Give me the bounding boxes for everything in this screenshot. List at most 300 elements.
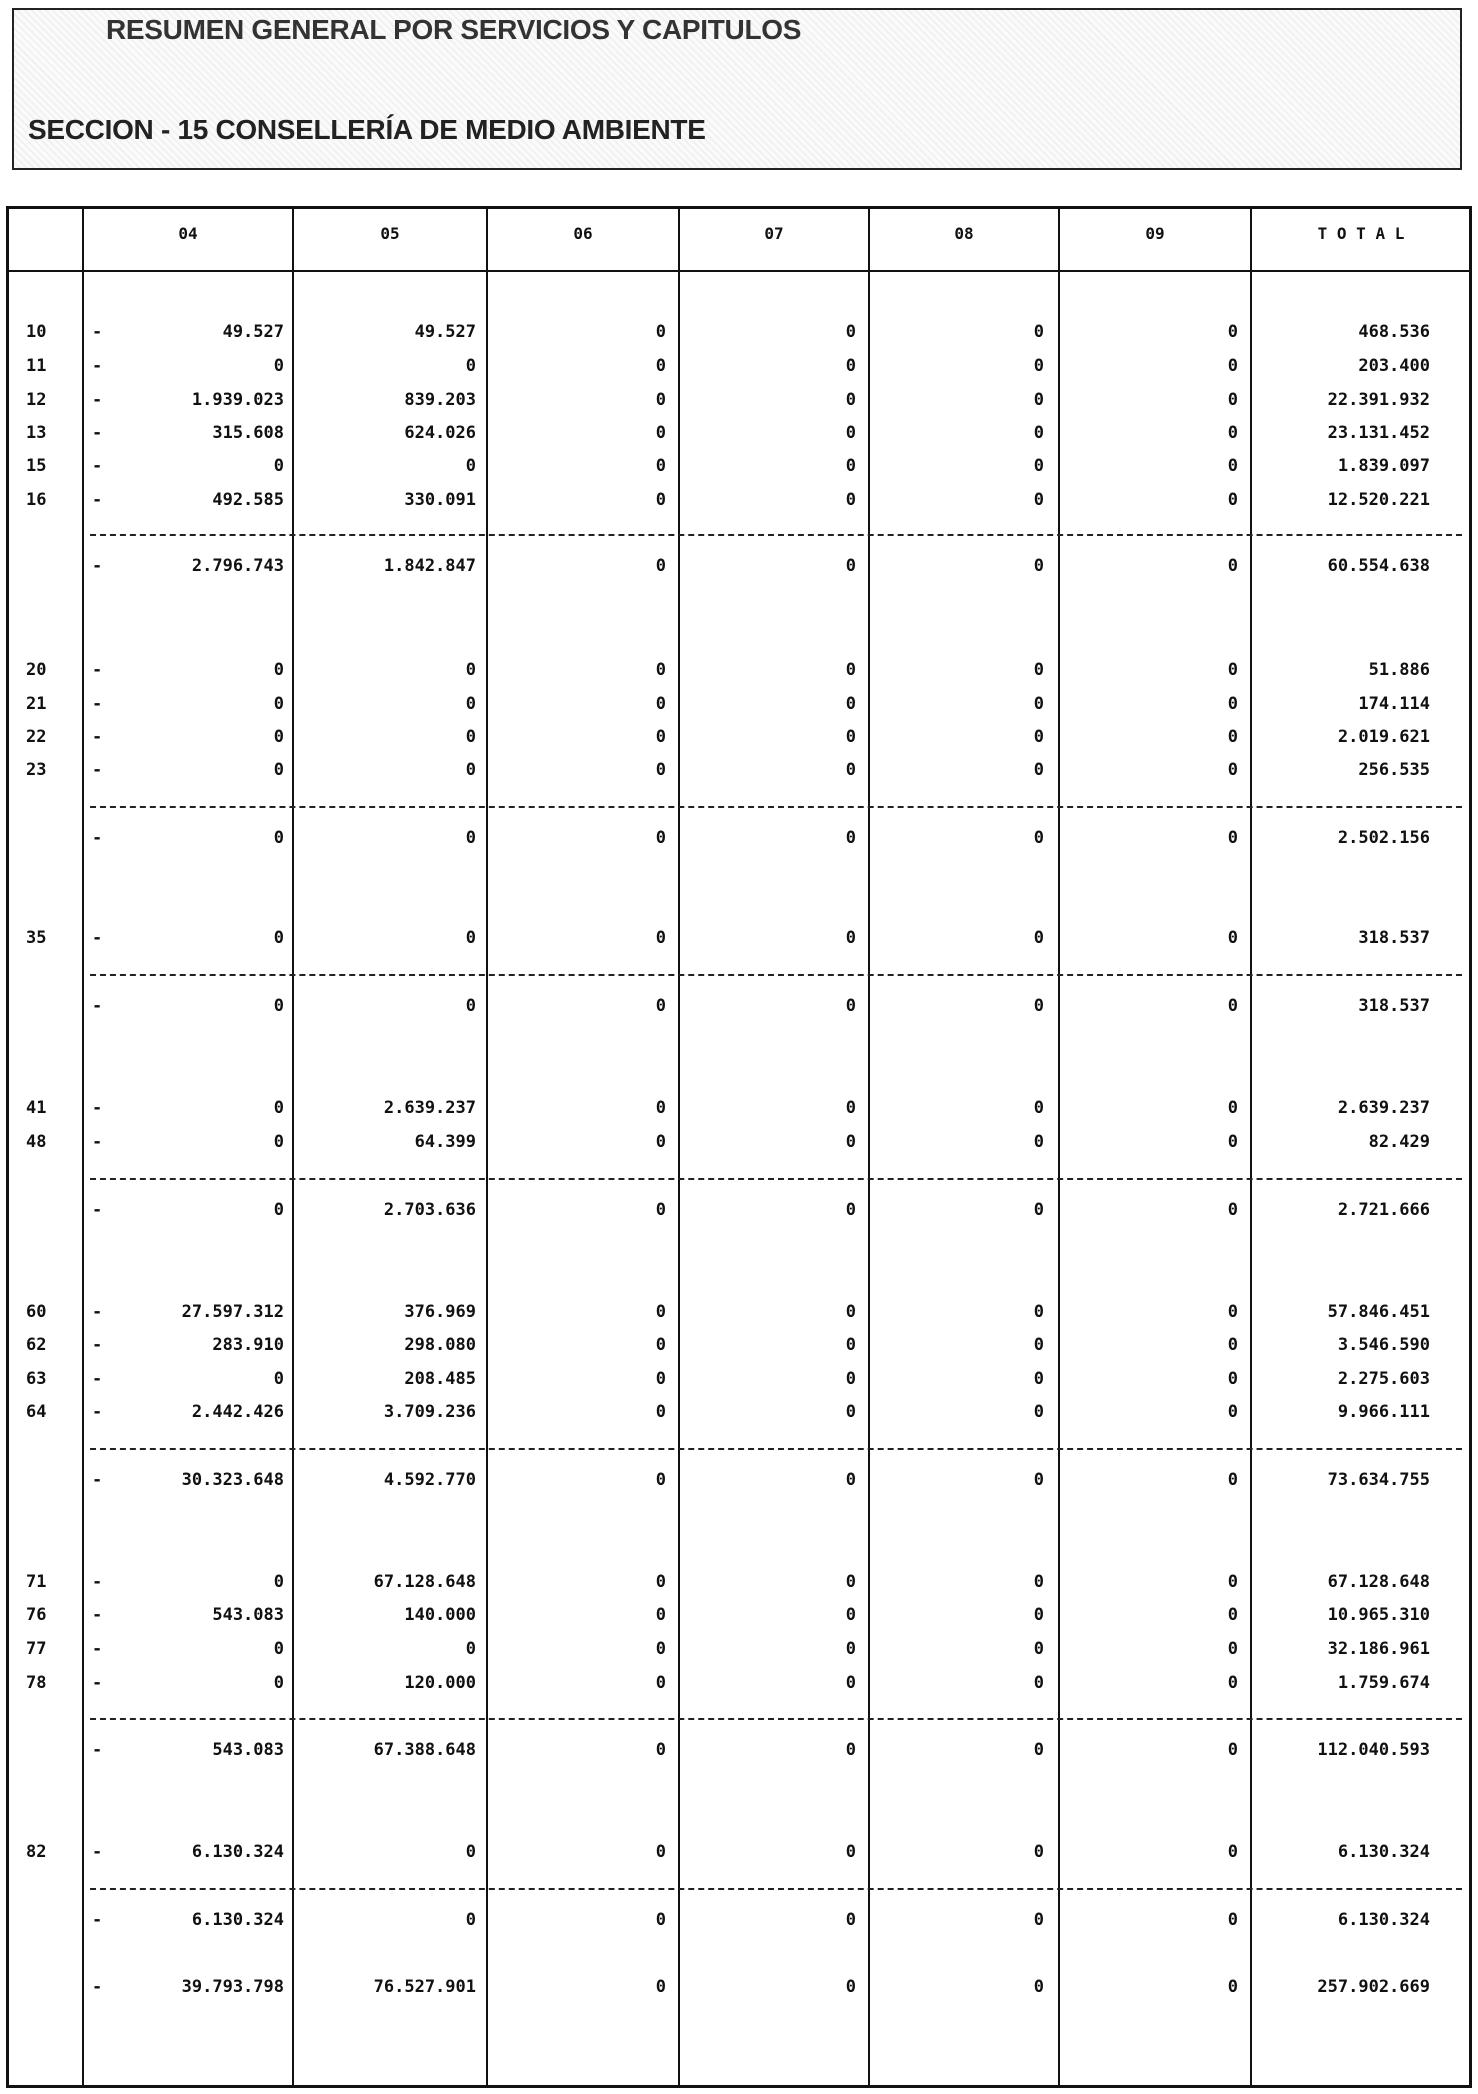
col-05-value: 49.527 [414, 322, 476, 342]
col-04-value: 0 [273, 660, 284, 680]
chapter-code: 13 [26, 423, 47, 443]
row-dash: - [92, 694, 103, 714]
col-04-value: 6.130.324 [191, 1842, 284, 1862]
col-07-value: 0 [845, 1842, 856, 1862]
col-05-value: 1.842.847 [383, 556, 476, 576]
chapter-code: 48 [26, 1132, 47, 1152]
col-09-value: 0 [1227, 1470, 1238, 1490]
col-07-value: 0 [845, 1740, 856, 1760]
row-dash: - [92, 1200, 103, 1220]
col-05-value: 67.388.648 [373, 1740, 476, 1760]
col-09-value: 0 [1227, 356, 1238, 376]
col-05-value: 376.969 [404, 1302, 476, 1322]
column-header-05: 05 [380, 224, 400, 243]
col-07-value: 0 [845, 1200, 856, 1220]
chapter-code: 10 [26, 322, 47, 342]
col-05-value: 208.485 [404, 1369, 476, 1389]
col-05-value: 298.080 [404, 1335, 476, 1355]
subtotal-separator [90, 1888, 1462, 1890]
col-08-value: 0 [1033, 1302, 1044, 1322]
grand-total-row [0, 1977, 1478, 2003]
col-total-value: 23.131.452 [1327, 423, 1430, 443]
chapter-code: 11 [26, 356, 47, 376]
table-row [0, 1639, 1478, 1665]
col-05-value: 839.203 [404, 390, 476, 410]
col-04-value: 492.585 [212, 490, 284, 510]
col-06-value: 0 [655, 456, 666, 476]
col-04-value: 0 [273, 1639, 284, 1659]
col-09-value: 0 [1227, 1200, 1238, 1220]
col-total-value: 1.759.674 [1337, 1673, 1430, 1693]
col-09-value: 0 [1227, 1098, 1238, 1118]
col-08-value: 0 [1033, 1335, 1044, 1355]
chapter-code: 22 [26, 727, 47, 747]
subtotal-separator [90, 1448, 1462, 1450]
col-08-value: 0 [1033, 423, 1044, 443]
col-total-value: 112.040.593 [1317, 1740, 1430, 1760]
header-divider [6, 270, 1472, 272]
col-08-value: 0 [1033, 828, 1044, 848]
col-06-value: 0 [655, 996, 666, 1016]
col-total-value: 257.902.669 [1317, 1977, 1430, 1997]
col-04-value: 0 [273, 1572, 284, 1592]
col-06-value: 0 [655, 727, 666, 747]
col-07-value: 0 [845, 556, 856, 576]
col-total-value: 10.965.310 [1327, 1605, 1430, 1625]
chapter-code: 16 [26, 490, 47, 510]
col-06-value: 0 [655, 660, 666, 680]
row-dash: - [92, 1369, 103, 1389]
col-06-value: 0 [655, 760, 666, 780]
col-total-value: 2.721.666 [1337, 1200, 1430, 1220]
col-08-value: 0 [1033, 727, 1044, 747]
col-05-value: 4.592.770 [383, 1470, 476, 1490]
chapter-code: 35 [26, 928, 47, 948]
col-06-value: 0 [655, 1470, 666, 1490]
col-08-value: 0 [1033, 456, 1044, 476]
col-09-value: 0 [1227, 1605, 1238, 1625]
col-08-value: 0 [1033, 928, 1044, 948]
col-09-value: 0 [1227, 322, 1238, 342]
col-04-value: 1.939.023 [191, 390, 284, 410]
col-09-value: 0 [1227, 1740, 1238, 1760]
col-05-value: 0 [465, 1842, 476, 1862]
table-row [0, 423, 1478, 449]
col-09-value: 0 [1227, 1402, 1238, 1422]
col-08-value: 0 [1033, 1977, 1044, 1997]
col-total-value: 22.391.932 [1327, 390, 1430, 410]
col-04-value: 27.597.312 [181, 1302, 284, 1322]
chapter-code: 71 [26, 1572, 47, 1592]
col-05-value: 0 [465, 996, 476, 1016]
col-09-value: 0 [1227, 1335, 1238, 1355]
col-07-value: 0 [845, 490, 856, 510]
col-05-value: 0 [465, 356, 476, 376]
col-06-value: 0 [655, 1977, 666, 1997]
col-06-value: 0 [655, 1132, 666, 1152]
col-09-value: 0 [1227, 1673, 1238, 1693]
col-09-value: 0 [1227, 660, 1238, 680]
col-06-value: 0 [655, 1402, 666, 1422]
col-08-value: 0 [1033, 1842, 1044, 1862]
chapter-code: 62 [26, 1335, 47, 1355]
table-row [0, 1335, 1478, 1361]
row-dash: - [92, 996, 103, 1016]
row-dash: - [92, 1470, 103, 1490]
col-05-value: 0 [465, 694, 476, 714]
subtotal-separator [90, 1178, 1462, 1180]
col-07-value: 0 [845, 1639, 856, 1659]
col-total-value: 6.130.324 [1337, 1910, 1430, 1930]
column-header-04: 04 [178, 224, 198, 243]
chapter-code: 82 [26, 1842, 47, 1862]
col-05-value: 0 [465, 456, 476, 476]
col-08-value: 0 [1033, 1098, 1044, 1118]
col-07-value: 0 [845, 322, 856, 342]
row-dash: - [92, 1302, 103, 1322]
col-07-value: 0 [845, 1302, 856, 1322]
col-06-value: 0 [655, 1639, 666, 1659]
table-row [0, 322, 1478, 348]
col-06-value: 0 [655, 322, 666, 342]
subtotal-separator [90, 806, 1462, 808]
col-total-value: 12.520.221 [1327, 490, 1430, 510]
col-08-value: 0 [1033, 660, 1044, 680]
col-09-value: 0 [1227, 1132, 1238, 1152]
col-08-value: 0 [1033, 694, 1044, 714]
col-04-value: 6.130.324 [191, 1910, 284, 1930]
col-07-value: 0 [845, 928, 856, 948]
subtotal-row [0, 1200, 1478, 1226]
col-06-value: 0 [655, 490, 666, 510]
col-04-value: 0 [273, 694, 284, 714]
col-05-value: 0 [465, 727, 476, 747]
col-total-value: 57.846.451 [1327, 1302, 1430, 1322]
row-dash: - [92, 556, 103, 576]
col-07-value: 0 [845, 1470, 856, 1490]
row-dash: - [92, 356, 103, 376]
col-04-value: 0 [273, 727, 284, 747]
col-07-value: 0 [845, 1369, 856, 1389]
subtotal-row [0, 1470, 1478, 1496]
table-row [0, 1842, 1478, 1868]
col-09-value: 0 [1227, 1302, 1238, 1322]
col-total-value: 32.186.961 [1327, 1639, 1430, 1659]
col-04-value: 39.793.798 [181, 1977, 284, 1997]
row-dash: - [92, 760, 103, 780]
subtotal-row [0, 1740, 1478, 1766]
col-total-value: 174.114 [1358, 694, 1430, 714]
row-dash: - [92, 490, 103, 510]
col-06-value: 0 [655, 556, 666, 576]
col-06-value: 0 [655, 1335, 666, 1355]
table-row [0, 1369, 1478, 1395]
col-total-value: 2.019.621 [1337, 727, 1430, 747]
col-09-value: 0 [1227, 490, 1238, 510]
col-05-value: 2.703.636 [383, 1200, 476, 1220]
chapter-code: 78 [26, 1673, 47, 1693]
col-total-value: 67.128.648 [1327, 1572, 1430, 1592]
column-header-total: T O T A L [1317, 224, 1405, 243]
table-row [0, 1605, 1478, 1631]
col-07-value: 0 [845, 1910, 856, 1930]
column-header-09: 09 [1145, 224, 1165, 243]
table-row [0, 456, 1478, 482]
col-total-value: 203.400 [1358, 356, 1430, 376]
row-dash: - [92, 1605, 103, 1625]
subtotal-row [0, 1910, 1478, 1936]
col-09-value: 0 [1227, 694, 1238, 714]
col-total-value: 3.546.590 [1337, 1335, 1430, 1355]
col-09-value: 0 [1227, 1842, 1238, 1862]
col-07-value: 0 [845, 1402, 856, 1422]
col-08-value: 0 [1033, 390, 1044, 410]
col-total-value: 468.536 [1358, 322, 1430, 342]
col-total-value: 2.502.156 [1337, 828, 1430, 848]
col-total-value: 1.839.097 [1337, 456, 1430, 476]
row-dash: - [92, 1132, 103, 1152]
col-07-value: 0 [845, 727, 856, 747]
col-total-value: 318.537 [1358, 928, 1430, 948]
col-09-value: 0 [1227, 556, 1238, 576]
row-dash: - [92, 1910, 103, 1930]
col-09-value: 0 [1227, 760, 1238, 780]
subtotal-row [0, 828, 1478, 854]
row-dash: - [92, 1639, 103, 1659]
report-title: RESUMEN GENERAL POR SERVICIOS Y CAPITULOS [106, 14, 802, 45]
subtotal-separator [90, 974, 1462, 976]
table-row [0, 1572, 1478, 1598]
col-06-value: 0 [655, 1740, 666, 1760]
table-row [0, 390, 1478, 416]
table-row [0, 356, 1478, 382]
col-08-value: 0 [1033, 322, 1044, 342]
col-08-value: 0 [1033, 1402, 1044, 1422]
col-08-value: 0 [1033, 996, 1044, 1016]
col-05-value: 624.026 [404, 423, 476, 443]
col-08-value: 0 [1033, 490, 1044, 510]
col-06-value: 0 [655, 1098, 666, 1118]
chapter-code: 77 [26, 1639, 47, 1659]
col-08-value: 0 [1033, 1572, 1044, 1592]
col-total-value: 2.639.237 [1337, 1098, 1430, 1118]
table-row [0, 1673, 1478, 1699]
col-08-value: 0 [1033, 1132, 1044, 1152]
col-07-value: 0 [845, 1605, 856, 1625]
subtotal-separator [90, 1718, 1462, 1720]
table-row [0, 1402, 1478, 1428]
col-total-value: 318.537 [1358, 996, 1430, 1016]
col-08-value: 0 [1033, 1639, 1044, 1659]
col-04-value: 0 [273, 1098, 284, 1118]
col-total-value: 9.966.111 [1337, 1402, 1430, 1422]
col-06-value: 0 [655, 390, 666, 410]
col-total-value: 2.275.603 [1337, 1369, 1430, 1389]
col-07-value: 0 [845, 760, 856, 780]
section-label: SECCION - 15 CONSELLERÍA DE MEDIO AMBIENTE [28, 114, 706, 145]
col-07-value: 0 [845, 1572, 856, 1592]
col-04-value: 543.083 [212, 1605, 284, 1625]
row-dash: - [92, 1572, 103, 1592]
col-09-value: 0 [1227, 456, 1238, 476]
col-05-value: 0 [465, 1639, 476, 1659]
col-05-value: 0 [465, 928, 476, 948]
col-09-value: 0 [1227, 1910, 1238, 1930]
subtotal-separator [90, 534, 1462, 536]
row-dash: - [92, 1740, 103, 1760]
row-dash: - [92, 1335, 103, 1355]
row-dash: - [92, 1842, 103, 1862]
row-dash: - [92, 423, 103, 443]
col-06-value: 0 [655, 1842, 666, 1862]
col-06-value: 0 [655, 694, 666, 714]
col-07-value: 0 [845, 356, 856, 376]
table-row [0, 727, 1478, 753]
col-04-value: 0 [273, 828, 284, 848]
col-04-value: 0 [273, 1200, 284, 1220]
col-08-value: 0 [1033, 1740, 1044, 1760]
row-dash: - [92, 1098, 103, 1118]
col-07-value: 0 [845, 1132, 856, 1152]
row-dash: - [92, 390, 103, 410]
row-dash: - [92, 322, 103, 342]
col-05-value: 140.000 [404, 1605, 476, 1625]
col-06-value: 0 [655, 423, 666, 443]
col-08-value: 0 [1033, 1673, 1044, 1693]
col-08-value: 0 [1033, 1200, 1044, 1220]
col-08-value: 0 [1033, 356, 1044, 376]
column-header-06: 06 [573, 224, 593, 243]
table-row [0, 1098, 1478, 1124]
col-09-value: 0 [1227, 828, 1238, 848]
row-dash: - [92, 1673, 103, 1693]
col-06-value: 0 [655, 1673, 666, 1693]
col-09-value: 0 [1227, 423, 1238, 443]
col-total-value: 82.429 [1368, 1132, 1430, 1152]
row-dash: - [92, 1402, 103, 1422]
col-06-value: 0 [655, 356, 666, 376]
col-total-value: 256.535 [1358, 760, 1430, 780]
col-04-value: 2.796.743 [191, 556, 284, 576]
col-07-value: 0 [845, 694, 856, 714]
col-07-value: 0 [845, 660, 856, 680]
col-07-value: 0 [845, 456, 856, 476]
col-total-value: 73.634.755 [1327, 1470, 1430, 1490]
col-07-value: 0 [845, 828, 856, 848]
column-header-08: 08 [954, 224, 974, 243]
col-08-value: 0 [1033, 1910, 1044, 1930]
chapter-code: 63 [26, 1369, 47, 1389]
table-row [0, 660, 1478, 686]
col-09-value: 0 [1227, 727, 1238, 747]
col-04-value: 315.608 [212, 423, 284, 443]
row-dash: - [92, 660, 103, 680]
col-05-value: 3.709.236 [383, 1402, 476, 1422]
col-05-value: 0 [465, 1910, 476, 1930]
table-row [0, 490, 1478, 516]
col-09-value: 0 [1227, 996, 1238, 1016]
chapter-code: 20 [26, 660, 47, 680]
col-04-value: 0 [273, 928, 284, 948]
col-04-value: 543.083 [212, 1740, 284, 1760]
chapter-code: 64 [26, 1402, 47, 1422]
col-total-value: 6.130.324 [1337, 1842, 1430, 1862]
col-08-value: 0 [1033, 556, 1044, 576]
chapter-code: 60 [26, 1302, 47, 1322]
column-header-07: 07 [764, 224, 784, 243]
col-06-value: 0 [655, 828, 666, 848]
col-05-value: 67.128.648 [373, 1572, 476, 1592]
row-dash: - [92, 727, 103, 747]
col-07-value: 0 [845, 423, 856, 443]
col-08-value: 0 [1033, 760, 1044, 780]
col-08-value: 0 [1033, 1605, 1044, 1625]
row-dash: - [92, 928, 103, 948]
col-08-value: 0 [1033, 1369, 1044, 1389]
col-05-value: 330.091 [404, 490, 476, 510]
subtotal-row [0, 556, 1478, 582]
col-06-value: 0 [655, 1605, 666, 1625]
col-08-value: 0 [1033, 1470, 1044, 1490]
col-04-value: 0 [273, 996, 284, 1016]
col-04-value: 0 [273, 1369, 284, 1389]
chapter-code: 41 [26, 1098, 47, 1118]
table-row [0, 1302, 1478, 1328]
col-total-value: 51.886 [1368, 660, 1430, 680]
row-dash: - [92, 828, 103, 848]
table-row [0, 694, 1478, 720]
col-04-value: 283.910 [212, 1335, 284, 1355]
col-05-value: 0 [465, 760, 476, 780]
col-09-value: 0 [1227, 1639, 1238, 1659]
col-09-value: 0 [1227, 1977, 1238, 1997]
col-05-value: 64.399 [414, 1132, 476, 1152]
col-05-value: 0 [465, 660, 476, 680]
chapter-code: 12 [26, 390, 47, 410]
col-06-value: 0 [655, 1910, 666, 1930]
col-07-value: 0 [845, 1977, 856, 1997]
row-dash: - [92, 1977, 103, 1997]
col-06-value: 0 [655, 1302, 666, 1322]
col-04-value: 0 [273, 1673, 284, 1693]
col-total-value: 60.554.638 [1327, 556, 1430, 576]
chapter-code: 15 [26, 456, 47, 476]
col-05-value: 120.000 [404, 1673, 476, 1693]
row-dash: - [92, 456, 103, 476]
col-07-value: 0 [845, 1335, 856, 1355]
col-07-value: 0 [845, 390, 856, 410]
col-09-value: 0 [1227, 928, 1238, 948]
table-row [0, 928, 1478, 954]
col-05-value: 2.639.237 [383, 1098, 476, 1118]
table-row [0, 760, 1478, 786]
report-header [12, 8, 1462, 170]
col-04-value: 0 [273, 456, 284, 476]
col-04-value: 49.527 [222, 322, 284, 342]
col-07-value: 0 [845, 996, 856, 1016]
col-06-value: 0 [655, 1572, 666, 1592]
col-06-value: 0 [655, 1200, 666, 1220]
col-05-value: 76.527.901 [373, 1977, 476, 1997]
col-04-value: 0 [273, 1132, 284, 1152]
col-04-value: 2.442.426 [191, 1402, 284, 1422]
col-07-value: 0 [845, 1098, 856, 1118]
col-04-value: 0 [273, 760, 284, 780]
subtotal-row [0, 996, 1478, 1022]
col-09-value: 0 [1227, 1572, 1238, 1592]
col-05-value: 0 [465, 828, 476, 848]
col-06-value: 0 [655, 928, 666, 948]
